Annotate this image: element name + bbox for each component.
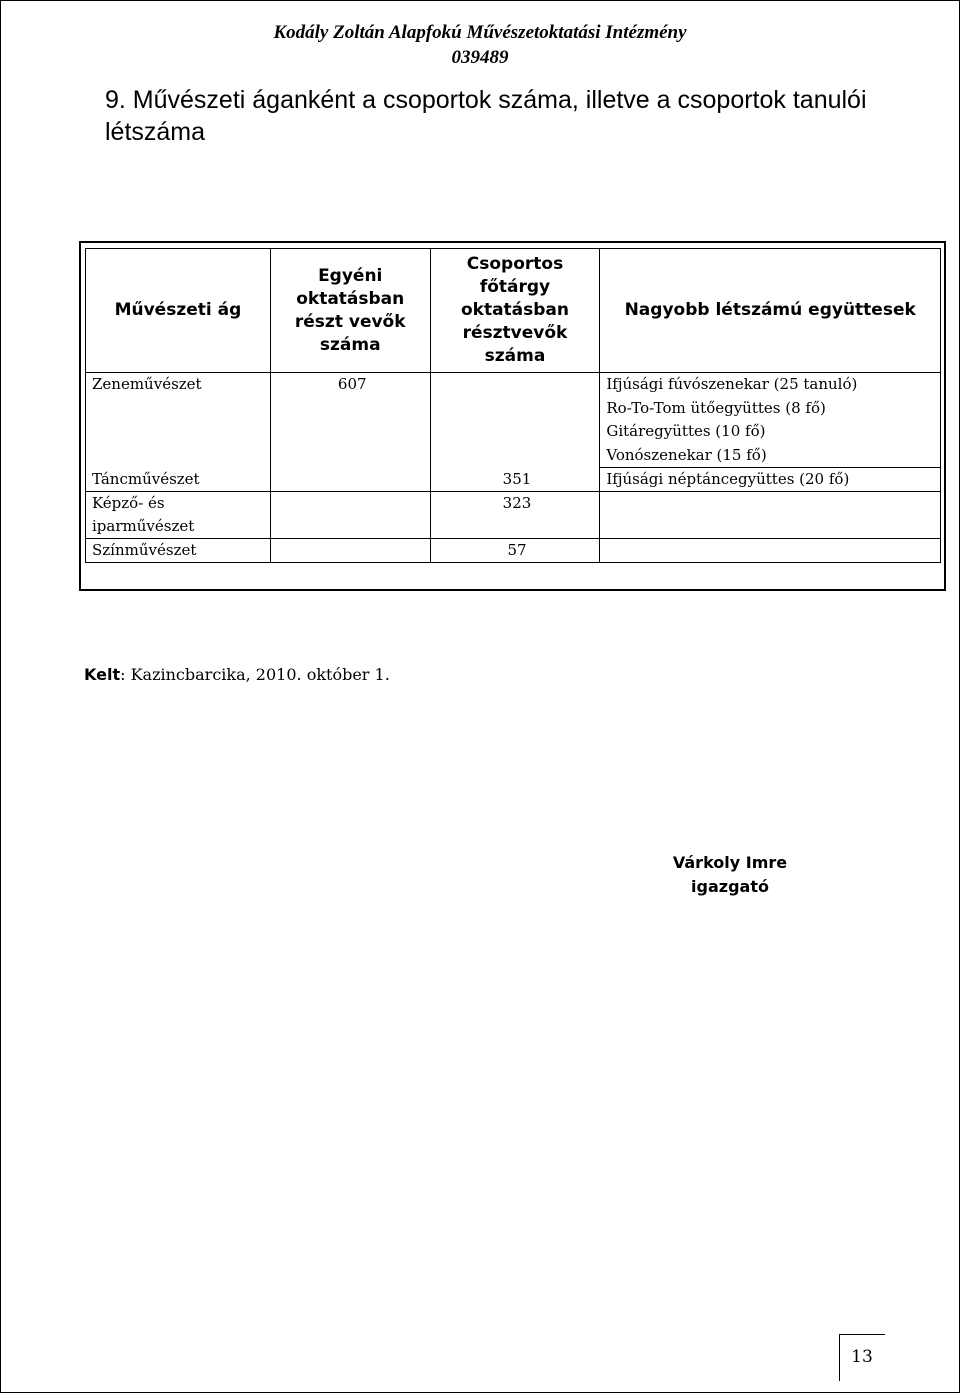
- cell-group: 57: [430, 539, 600, 563]
- table-header-row: [86, 249, 941, 373]
- date-label: Kelt: [84, 665, 121, 684]
- art-branch-table: [85, 248, 941, 563]
- cell-individual: [270, 468, 430, 492]
- cell-individual: 607: [270, 373, 430, 468]
- ensemble-item: Ro-To-Tom ütőegyüttes (8 fő): [606, 398, 826, 417]
- date-line: [84, 665, 390, 684]
- ensemble-item: Gitáregyüttes (10 fő): [606, 422, 766, 440]
- ensemble-item: Ifjúsági néptáncegyüttes (20 fő): [606, 470, 850, 488]
- ensemble-item: Ifjúsági fúvószenekar (25 tanuló): [606, 375, 858, 393]
- signature-block: [640, 851, 820, 899]
- table-row: [86, 492, 941, 539]
- cell-ensembles: [600, 492, 941, 539]
- cell-ensembles: [600, 468, 941, 492]
- table-row: [86, 468, 941, 492]
- cell-individual: [270, 539, 430, 563]
- signer-title: igazgató: [691, 877, 769, 896]
- cell-branch: Táncművészet: [86, 468, 271, 492]
- cell-ensembles: [600, 373, 941, 468]
- date-value: : Kazincbarcika, 2010. október 1.: [120, 665, 390, 684]
- institution-id: 039489: [451, 47, 509, 68]
- cell-branch: Színművészet: [86, 539, 271, 563]
- page-number: 13: [851, 1347, 873, 1367]
- cell-group: 351: [430, 468, 600, 492]
- header-individual: Egyéni oktatásban részt vevők száma: [270, 249, 430, 373]
- table-row: [86, 539, 941, 563]
- signer-name: Várkoly Imre: [672, 853, 788, 872]
- header-group: Csoportos főtárgy oktatásban résztvevők száma: [430, 249, 600, 373]
- cell-individual: [270, 492, 430, 539]
- institution-name: Kodály Zoltán Alapfokú Művészetoktatási Intézmény: [273, 22, 687, 43]
- header-ensembles: Nagyobb létszámú együttesek: [600, 249, 941, 373]
- table-row: [86, 373, 941, 468]
- ensemble-item: Vonószenekar (15 fő): [606, 445, 767, 464]
- cell-branch: Képző- és iparművészet: [86, 492, 271, 539]
- section-title: 9. Művészeti áganként a csoportok száma, illetve a csoportok tanulói létszáma: [105, 86, 867, 146]
- header-art-branch: Művészeti ág: [86, 249, 271, 373]
- cell-ensembles: [600, 539, 941, 563]
- cell-group: 323: [430, 492, 600, 539]
- cell-branch: Zeneművészet: [86, 373, 271, 468]
- cell-group: [430, 373, 600, 468]
